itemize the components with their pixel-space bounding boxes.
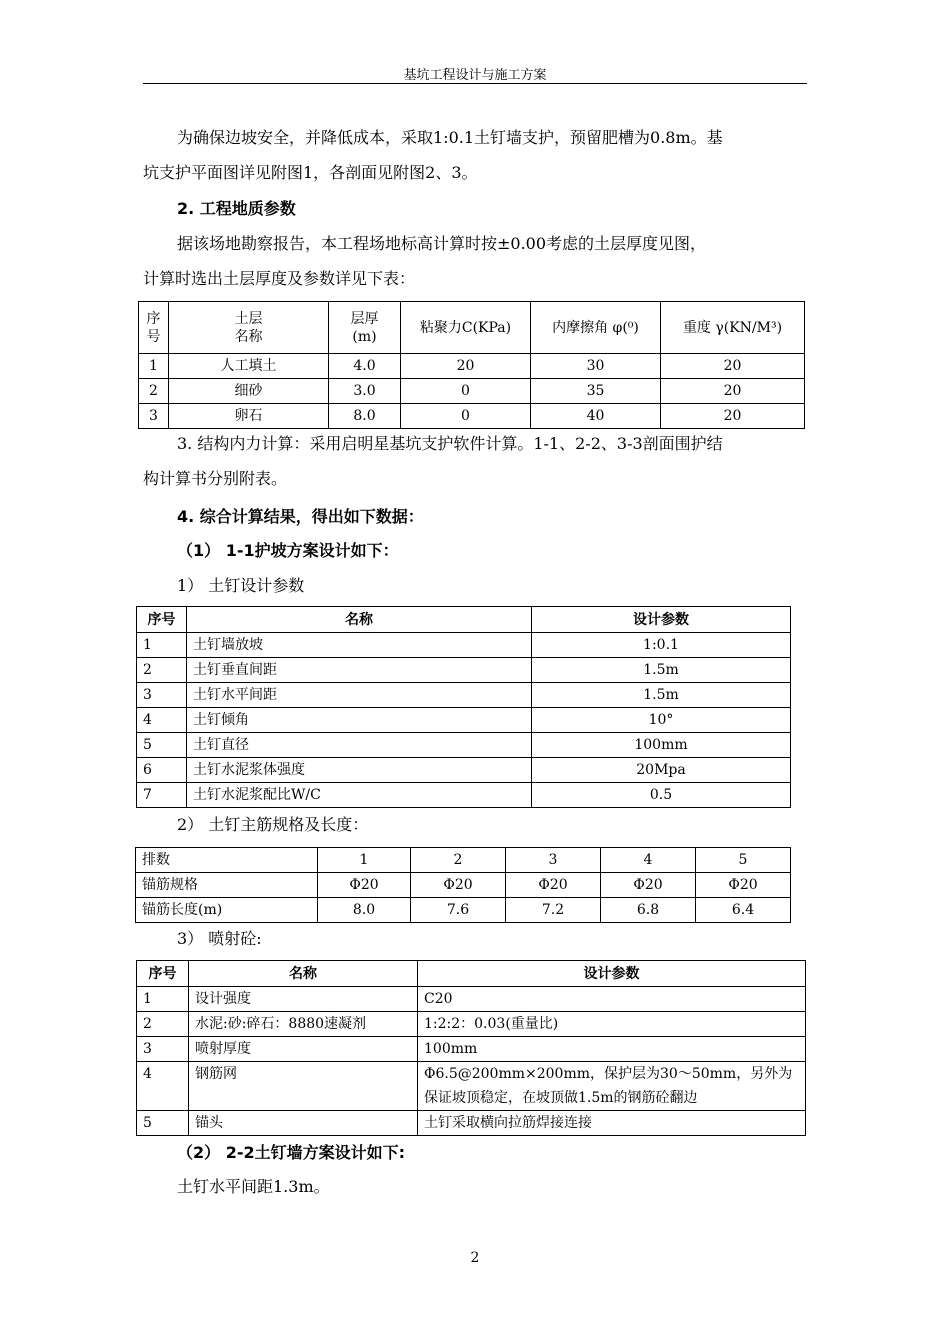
section-3-line-1: 3. 结构内力计算：采用启明星基坑支护软件计算。1-1、2-2、3-3剖面围护结 [177,434,723,453]
table-row: 2 细砂 3.0 0 35 20 [139,379,805,404]
section-2-title: 2. 工程地质参数 [177,199,296,218]
last-line: 土钉水平间距1.3m。 [177,1177,330,1196]
nail-table-header-row: 序号 名称 设计参数 [137,607,791,633]
section-2-line-2: 计算时选出土层厚度及参数详见下表： [143,269,416,288]
header-rule [143,83,807,84]
table-row: 排数 1 2 3 4 5 [136,848,791,873]
header-cohesion: 粘聚力C(KPa) [401,302,531,354]
item-1-title: 1） 土钉设计参数 [177,576,305,595]
item-2-title: 2） 土钉主筋规格及长度： [177,815,369,834]
table-row: 锚筋长度(m) 8.0 7.6 7.2 6.8 6.4 [136,898,791,923]
intro-line-1: 为确保边坡安全，并降低成本，采取1:0.1土钉墙支护，预留肥槽为0.8m。基 [177,128,723,147]
table-row: 2 水泥:砂:碎石：8880速凝剂 1:2:2：0.03(重量比) [137,1012,806,1037]
subsection-1-title: （1） 1-1护坡方案设计如下： [177,541,399,560]
shotcrete-parameters-table [136,960,806,1136]
table-row: 6 土钉水泥浆体强度 20Mpa [137,758,791,783]
intro-line-2: 坑支护平面图详见附图1，各剖面见附图2、3。 [143,163,478,182]
page-number: 2 [470,1250,480,1266]
table-row: 5 锚头 土钉采取横向拉筋焊接连接 [137,1111,806,1136]
header-unit-weight: 重度 γ(KN/M³) [661,302,805,354]
header-friction: 内摩擦角 φ(⁰) [531,302,661,354]
section-4-title: 4. 综合计算结果，得出如下数据： [177,507,424,526]
table-row: 锚筋规格 Φ20 Φ20 Φ20 Φ20 Φ20 [136,873,791,898]
header-no: 序 号 [139,302,169,354]
soil-parameters-table [138,301,805,429]
header-layer-name: 土层 名称 [169,302,329,354]
table-row: 7 土钉水泥浆配比W/C 0.5 [137,783,791,808]
table-row: 1 人工填土 4.0 20 30 20 [139,354,805,379]
subsection-2-title: （2） 2-2土钉墙方案设计如下: [177,1143,406,1162]
section-3-line-2: 构计算书分别附表。 [143,469,288,488]
table-row: 3 喷射厚度 100mm [137,1037,806,1062]
rebar-spec-table [135,847,791,923]
shotcrete-table-header-row: 序号 名称 设计参数 [137,961,806,987]
table-row: 1 设计强度 C20 [137,987,806,1012]
table-row: 3 卵石 8.0 0 40 20 [139,404,805,429]
table-row: 4 钢筋网 Φ6.5@200mm×200mm，保护层为30～50mm，另外为保证坡顶稳定，在坡顶做1.5m的钢筋砼翻边 [137,1062,806,1111]
section-2-line-1: 据该场地勘察报告，本工程场地标高计算时按±0.00考虑的土层厚度见图， [177,234,707,253]
table-row: 2 土钉垂直间距 1.5m [137,658,791,683]
table-row: 3 土钉水平间距 1.5m [137,683,791,708]
page-header: 基坑工程设计与施工方案 [403,68,547,83]
header-thickness: 层厚 (m) [329,302,401,354]
soil-nail-parameters-table [136,606,791,808]
soil-table-header-row [139,302,805,354]
table-row: 4 土钉倾角 10° [137,708,791,733]
table-row: 1 土钉墙放坡 1:0.1 [137,633,791,658]
table-row: 5 土钉直径 100mm [137,733,791,758]
item-3-title: 3） 喷射砼: [177,929,262,948]
